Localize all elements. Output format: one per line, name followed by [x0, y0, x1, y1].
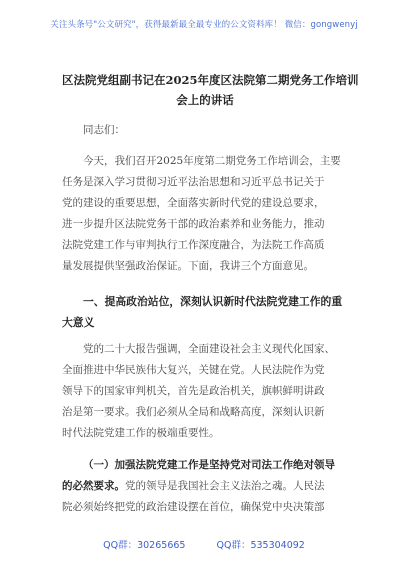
- document-title: [62, 70, 359, 110]
- paragraph-line: 党的二十大报告强调，全面建设社会主义现代化国家、: [83, 343, 335, 355]
- paragraph-line: 进一步提升区法院党务干部的政治素养和业务能力，推动: [62, 218, 325, 230]
- paragraph-line: 今天，我们召开2025年度第二期党务工作培训会，主要: [83, 155, 341, 167]
- title-line: 区法院党组副书记在2025年度区法院第二期党务工作培训: [62, 73, 359, 87]
- heading-line: 一、提高政治站位，深刻认识新时代法院党建工作的重: [83, 295, 343, 308]
- footer-contact: [0, 537, 408, 551]
- paragraph-text: 党的领导是我国社会主义法治之魂。人民法: [125, 480, 325, 492]
- paragraph-line: 量发展提供坚强政治保证。下面，我讲三个方面意见。: [62, 260, 314, 272]
- salutation: [62, 120, 352, 141]
- subsection-paragraph: [62, 455, 352, 518]
- paragraph-line: 任务是深入学习贯彻习近平法治思想和习近平总书记关于: [62, 176, 325, 188]
- subsection-lead-text: 的必然要求。: [62, 480, 125, 492]
- heading-line: 大意义: [62, 316, 95, 329]
- paragraph-line: 法院党建工作与审判执行工作深度融合，为法院工作高质: [62, 239, 325, 251]
- section-paragraph: [62, 339, 352, 444]
- section-heading: [62, 291, 352, 333]
- salutation-text: 同志们：: [83, 124, 125, 136]
- paragraph-line: 治是第一要求。我们必须从全局和战略高度，深刻认识新: [62, 406, 325, 418]
- paragraph-line: 院必须始终把党的政治建设摆在首位，确保党中央决策部: [62, 501, 325, 513]
- intro-paragraph: [62, 151, 352, 277]
- header-banner: 关注头条号"公文研究"，获得最新最全最专业的公文资料库！ 微信：gongwenyj: [50, 20, 358, 30]
- paragraph-line: [62, 476, 352, 497]
- paragraph-line: 党的建设的重要思想，全面落实新时代党的建设总要求，: [62, 197, 325, 209]
- paragraph-line: 全面推进中华民族伟大复兴，关键在党。人民法院作为党: [62, 364, 325, 376]
- subsection-lead: [62, 455, 352, 476]
- title-line: 会上的讲话: [176, 93, 234, 107]
- qq-group-2: QQ群：535304092: [216, 540, 305, 551]
- paragraph-line: 时代法院党建工作的极端重要性。: [62, 427, 220, 439]
- subsection-lead-text: （一）加强法院党建工作是坚持党对司法工作绝对领导: [83, 459, 335, 471]
- paragraph-line: 领导下的国家审判机关，首先是政治机关，旗帜鲜明讲政: [62, 385, 325, 397]
- qq-group-1: QQ群：30265665: [103, 540, 186, 551]
